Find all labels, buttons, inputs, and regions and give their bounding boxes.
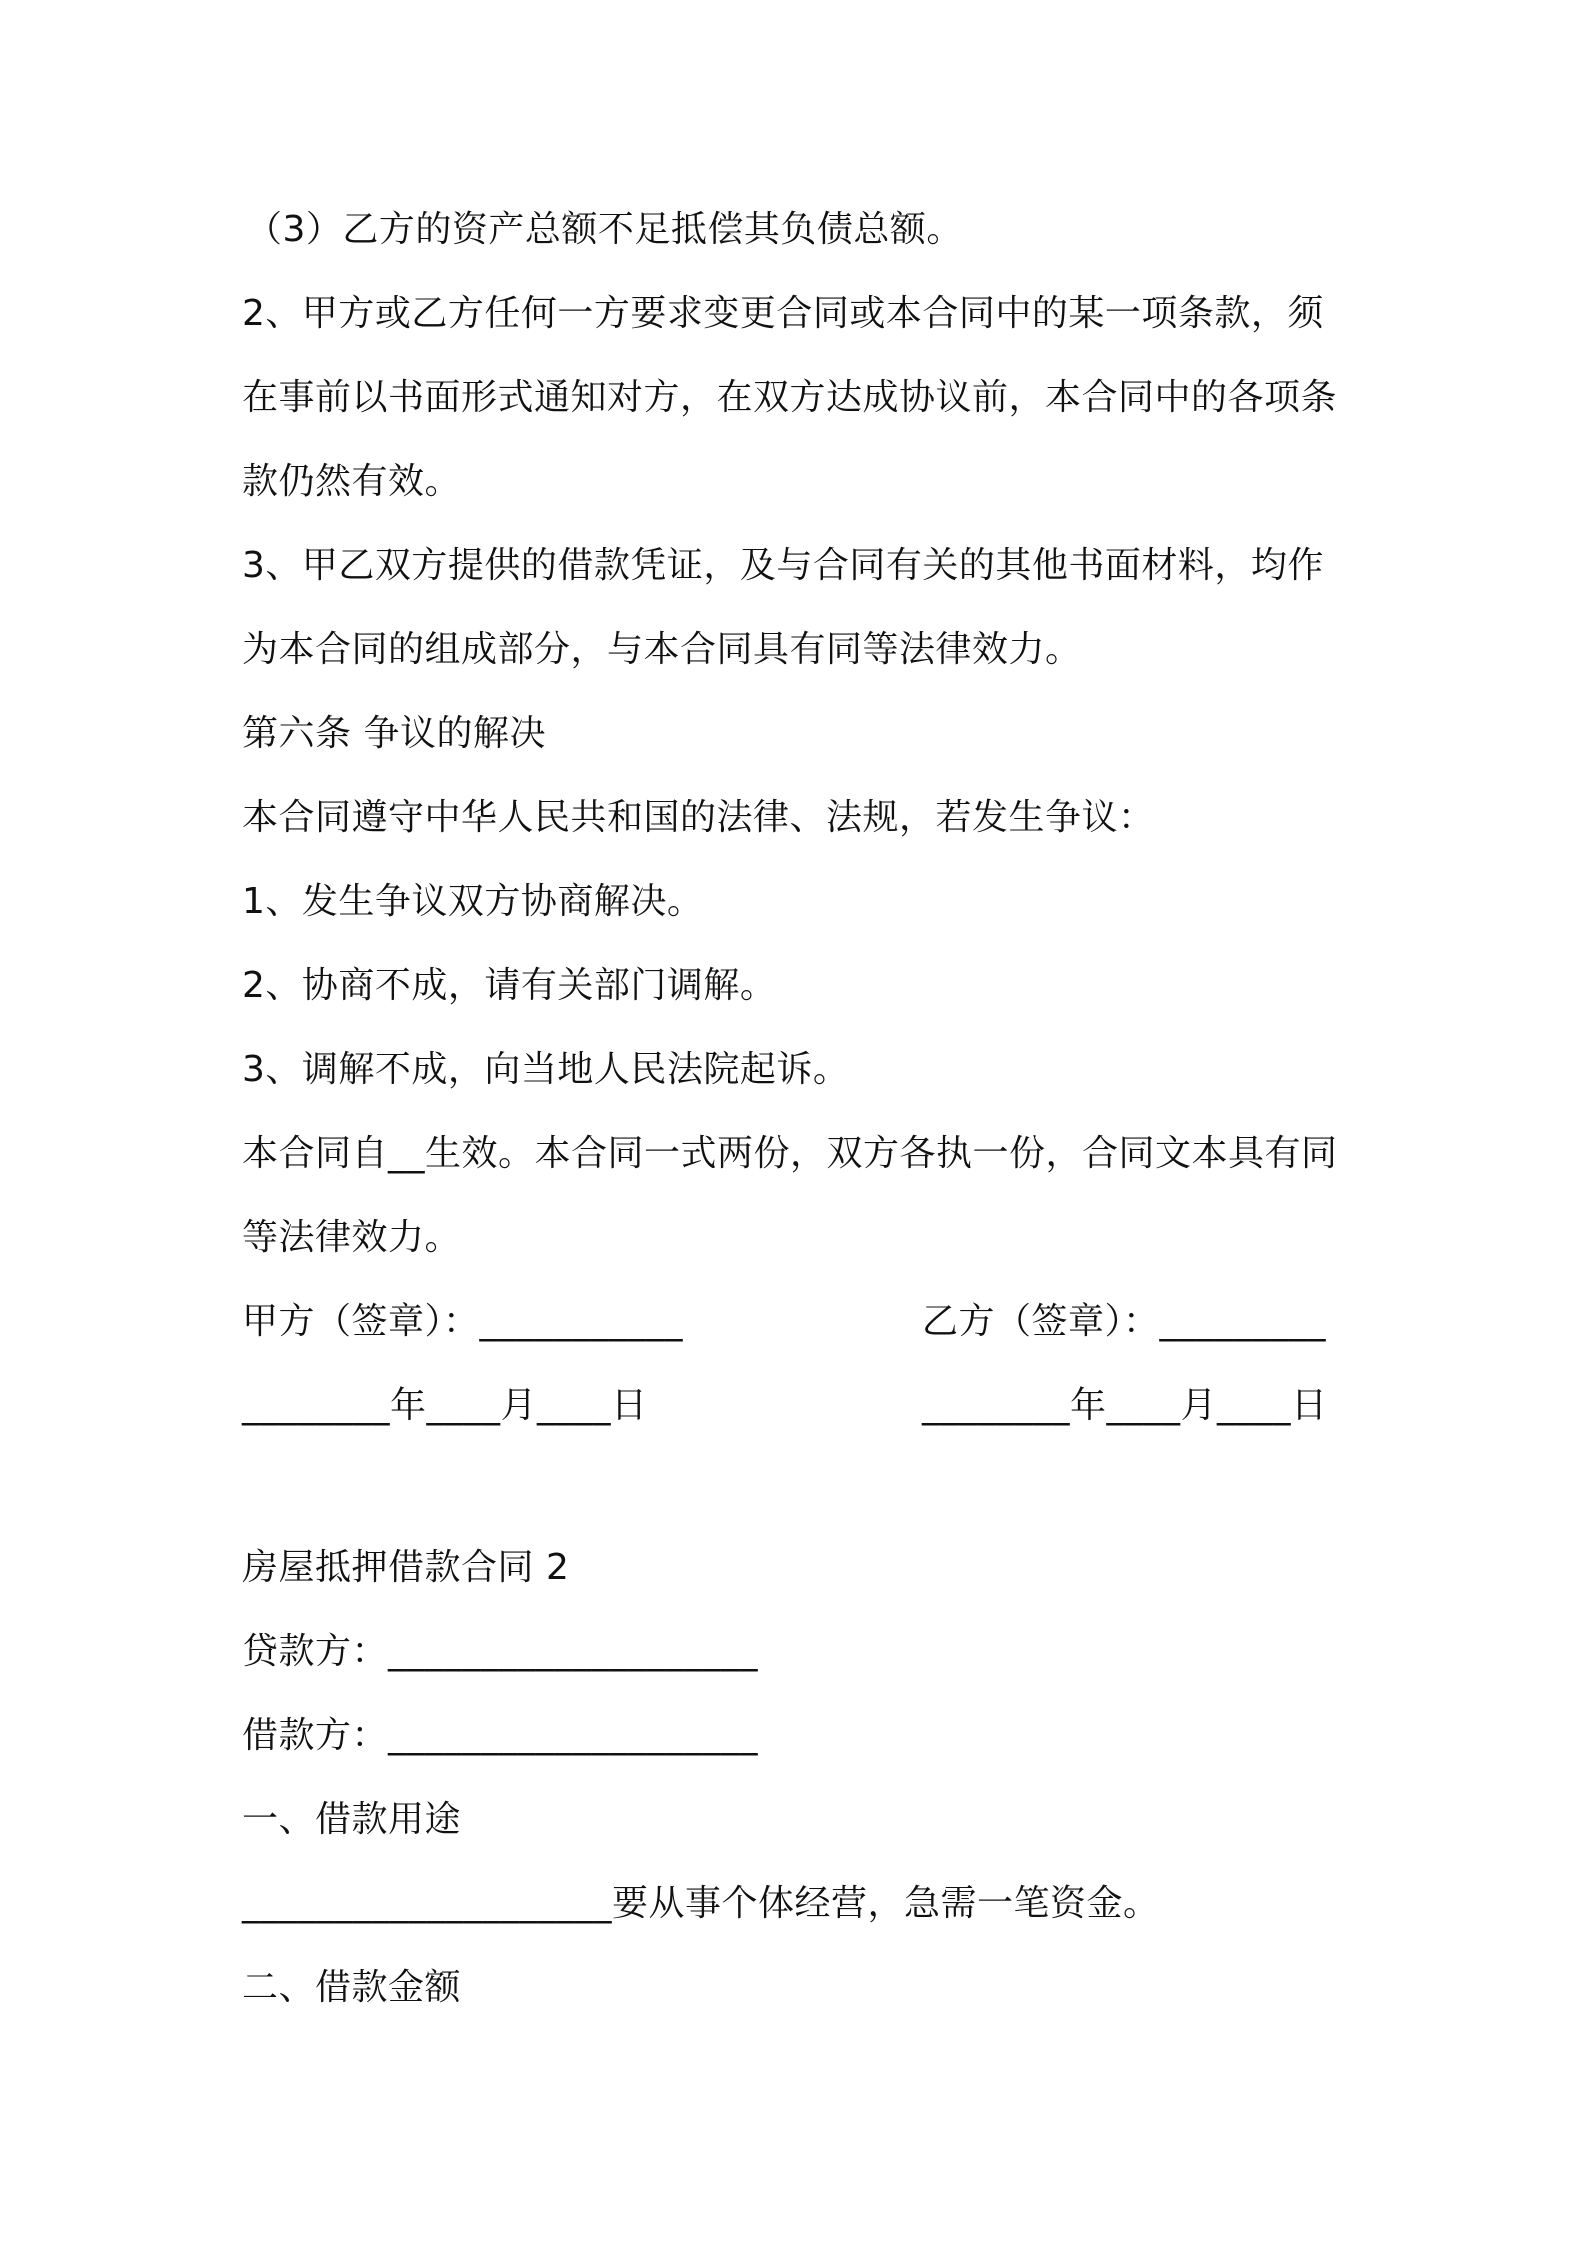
- clause-text: 3、调解不成，向当地人民法院起诉。: [242, 1049, 850, 1090]
- clause-text: 在事前以书面形式通知对方，在双方达成协议前，本合同中的各项条: [242, 377, 1338, 418]
- article-heading: 第六条 争议的解决: [242, 713, 546, 754]
- clause-text: 3、甲乙双方提供的借款凭证，及与合同有关的其他书面材料，均作: [242, 545, 1324, 586]
- clause-text: （3）乙方的资产总额不足抵偿其负债总额。: [246, 209, 963, 250]
- section-heading: 二、借款金额: [242, 1967, 462, 2008]
- signature-party-a: 甲方（签章）：___________: [242, 1301, 684, 1342]
- signature-party-b: 乙方（签章）：_________: [922, 1301, 1327, 1342]
- clause-text: 本合同自__生效。本合同一式两份，双方各执一份，合同文本具有同: [242, 1133, 1338, 1174]
- clause-text: 等法律效力。: [242, 1217, 462, 1258]
- clause-text: 2、协商不成，请有关部门调解。: [242, 965, 777, 1006]
- contract-title: 房屋抵押借款合同 2: [242, 1547, 570, 1588]
- section-text: ____________________要从事个体经营，急需一笔资金。: [242, 1883, 1160, 1924]
- borrower-field: 借款方：____________________: [242, 1715, 759, 1756]
- clause-text: 2、甲方或乙方任何一方要求变更合同或本合同中的某一项条款，须: [242, 293, 1324, 334]
- clause-text: 款仍然有效。: [242, 461, 462, 502]
- section-heading: 一、借款用途: [242, 1799, 462, 1840]
- signature-date-a: ________年____月____日: [242, 1385, 648, 1426]
- clause-text: 1、发生争议双方协商解决。: [242, 881, 704, 922]
- lender-field: 贷款方：____________________: [242, 1631, 759, 1672]
- clause-text: 为本合同的组成部分，与本合同具有同等法律效力。: [242, 629, 1082, 670]
- signature-date-b: ________年____月____日: [922, 1385, 1328, 1426]
- clause-text: 本合同遵守中华人民共和国的法律、法规，若发生争议：: [242, 797, 1155, 838]
